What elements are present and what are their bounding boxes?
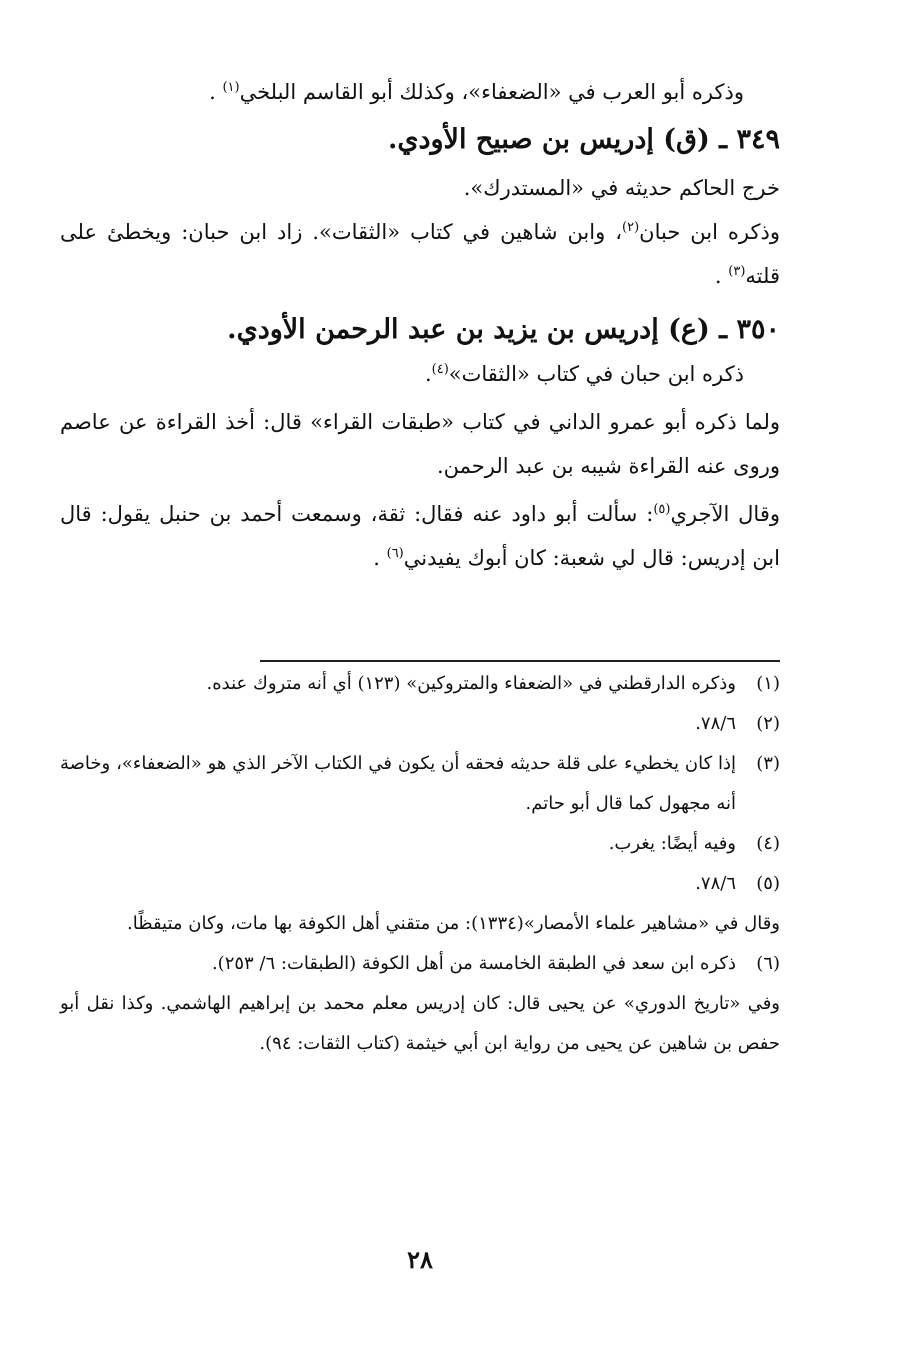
paragraph-end: . — [373, 546, 387, 570]
footnote-2 — [60, 704, 780, 744]
entry-heading-350: ٣٥٠ ـ (ع) إدريس بن يزيد بن عبد الرحمن الأودي. — [227, 314, 780, 345]
footnote-3 — [60, 744, 780, 824]
footnote-number: (١) — [756, 673, 780, 694]
entry-349-line-1: خرج الحاكم حديثه في «المستدرك». — [463, 176, 780, 200]
footnote-ref-2[interactable]: (٢) — [622, 220, 640, 235]
entry-349-line-2 — [60, 210, 780, 298]
footnote-5-continuation: وقال في «مشاهير علماء الأمصار»(١٣٣٤): من متقني أهل الكوفة بها مات، وكان متيقظًا. — [126, 913, 780, 934]
paragraph-end: . — [424, 362, 432, 386]
entry-350-line-3 — [60, 492, 780, 580]
paragraph-end: . — [714, 264, 729, 288]
footnote-text: ٧٨/٦. — [695, 873, 736, 894]
paragraph-text: وذكره أبو العرب في «الضعفاء»، وكذلك أبو القاسم البلخي — [239, 80, 744, 104]
footnote-number: (٤) — [756, 833, 780, 854]
footnote-text: ٧٨/٦. — [695, 713, 736, 734]
footnote-ref-1[interactable]: (١) — [222, 80, 240, 95]
footnote-number: (٥) — [756, 873, 780, 894]
footnotes — [60, 664, 780, 1064]
footnote-text: ذكره ابن سعد في الطبقة الخامسة من أهل الكوفة (الطبقات: ٦/ ٢٥٣). — [211, 953, 736, 974]
footnote-number: (٢) — [756, 713, 780, 734]
main-text — [60, 70, 780, 580]
entry-heading-349: ٣٤٩ ـ (ق) إدريس بن صبيح الأودي. — [387, 124, 780, 155]
paragraph-text: وذكره ابن حبان — [639, 220, 780, 244]
paragraph-text: : سألت أبو داود عنه فقال: ثقة، وسمعت أحمد بن حنبل يقول: قال ابن إدريس: قال لي شعبة: كان أبوك يفيدني — [60, 502, 780, 570]
footnote-text: إذا كان يخطيء على قلة حديثه فحقه أن يكون في الكتاب الآخر الذي هو «الضعفاء»، وخاصة أنه مجهول كما قال أبو حاتم. — [60, 753, 736, 814]
footnote-ref-5[interactable]: (٥) — [653, 502, 671, 517]
footnote-5 — [60, 864, 780, 904]
paragraph-text: ذكره ابن حبان في كتاب «الثقات» — [448, 362, 744, 386]
footnote-6 — [60, 944, 780, 984]
paragraph-end: . — [209, 80, 223, 104]
footnote-number: (٣) — [756, 753, 780, 774]
footnote-6-continuation: وفي «تاريخ الدوري» عن يحيى قال: كان إدريس معلم محمد بن إبراهيم الهاشمي. وكذا نقل أبو حفص بن شاهين عن يحيى من رواية ابن أبي خيثمة (كتاب الثقات: ٩٤). — [60, 993, 780, 1054]
document-page — [60, 0, 780, 1357]
page-number: ٢٨ — [407, 1245, 433, 1274]
footnote-divider — [260, 660, 780, 662]
footnote-ref-4[interactable]: (٤) — [431, 362, 449, 377]
footnote-4 — [60, 824, 780, 864]
paragraph-text: وقال الآجري — [670, 502, 781, 526]
paragraph-abu-al-arab — [60, 70, 780, 114]
footnote-number: (٦) — [756, 953, 780, 974]
entry-350-line-1 — [60, 352, 780, 396]
paragraph-text: ، وابن شاهين في كتاب «الثقات». زاد ابن حبان: ويخطئ على قلته — [60, 220, 780, 288]
footnote-text: وفيه أيضًا: يغرب. — [608, 833, 736, 854]
footnote-ref-6[interactable]: (٦) — [386, 546, 404, 561]
footnote-1 — [60, 664, 780, 704]
entry-350-line-2: ولما ذكره أبو عمرو الداني في كتاب «طبقات القراء» قال: أخذ القراءة عن عاصم وروى عنه القراءة شيبه بن عبد الرحمن. — [60, 410, 780, 478]
footnote-text: وذكره الدارقطني في «الضعفاء والمتروكين» (١٢٣) أي أنه متروك عنده. — [206, 673, 736, 694]
footnote-ref-3[interactable]: (٣) — [728, 264, 746, 279]
